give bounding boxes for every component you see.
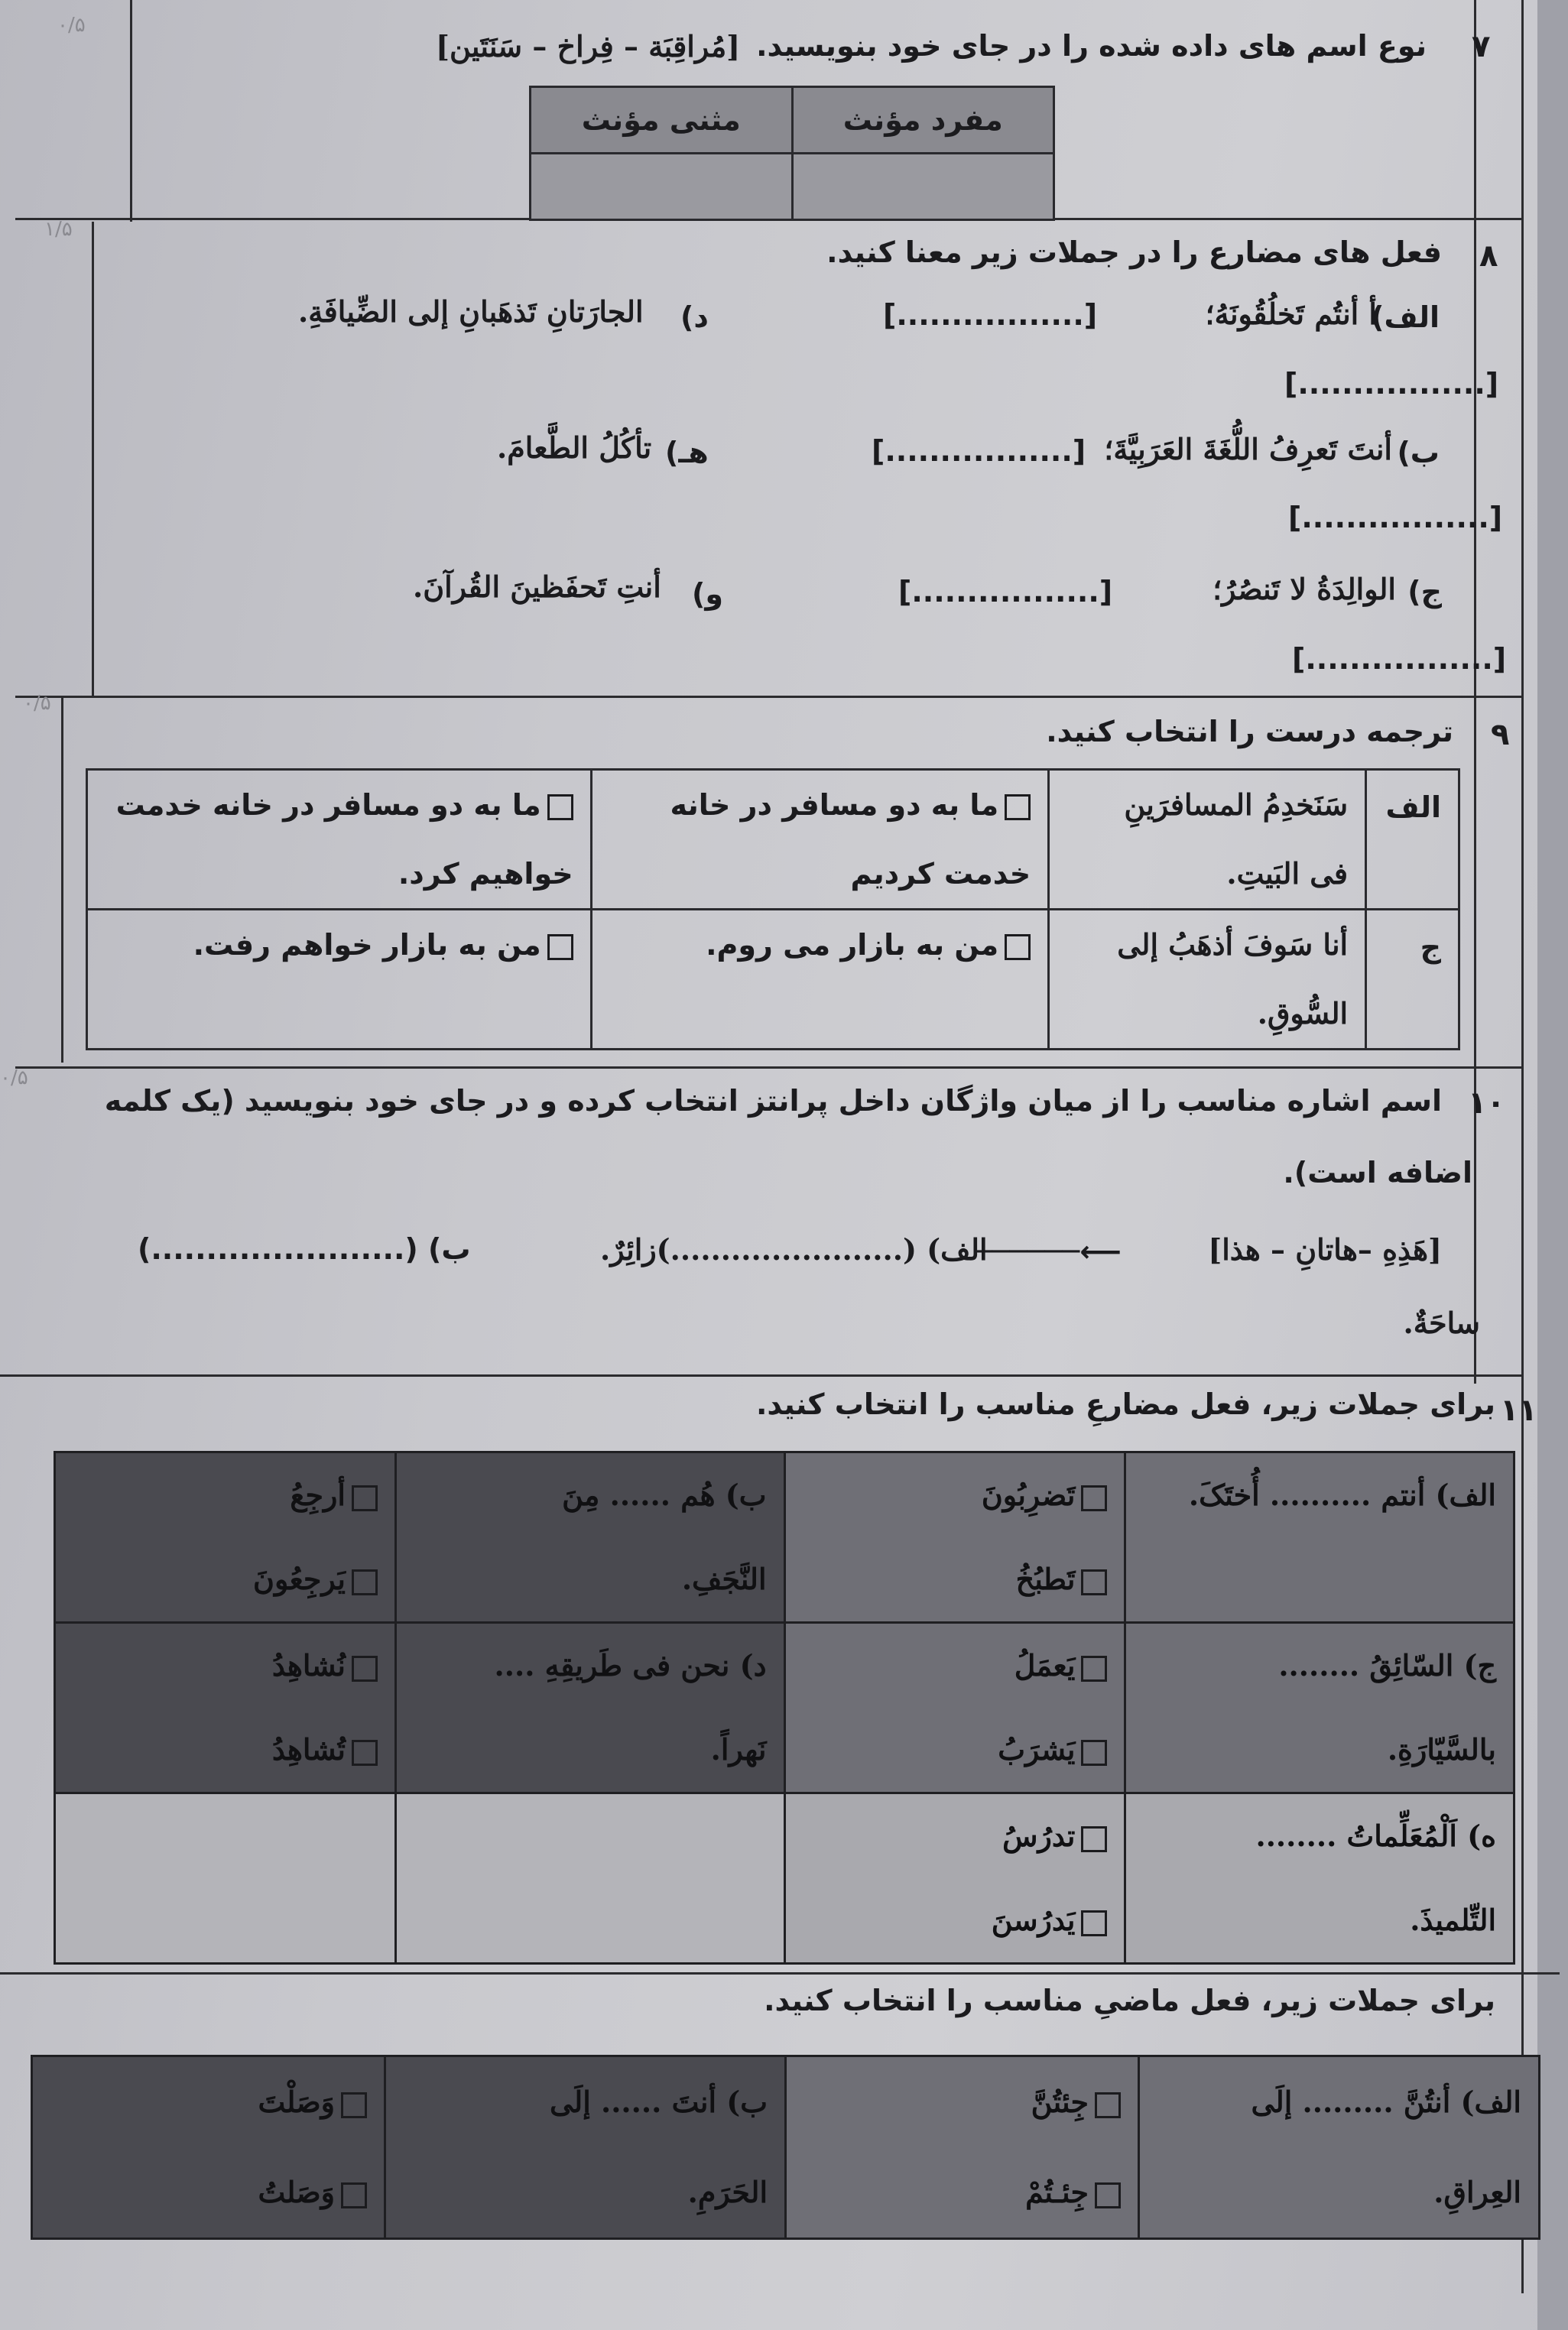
score-q10: ۰/۵ (0, 1066, 28, 1089)
question-number-11: ۱۱ (1500, 1393, 1537, 1428)
q8-sentence-e: تأکُلُ الطَّعامَ. (497, 430, 652, 465)
arrow-left-icon: ⟵────── (975, 1235, 1122, 1268)
q9-row-a-sentence-line2: فی البَیتِ. (1226, 856, 1349, 891)
q8-label-c: ج) (1407, 575, 1442, 608)
q10-tail-word: ساحَةٌ. (1403, 1306, 1480, 1340)
checkbox[interactable] (352, 1656, 378, 1682)
q9-row-c-option-1[interactable] (591, 910, 1048, 1050)
divider-q9-q10 (15, 1066, 1523, 1069)
q8-label-d: د) (680, 300, 709, 334)
q11-table (54, 1451, 1515, 1965)
checkbox[interactable] (352, 1740, 378, 1766)
score-q7: ۰/۵ (57, 14, 86, 37)
q9-row-a-option-2-line2: خواهیم کرد. (398, 857, 573, 891)
q9-row-c-option-1-line1: من به بازار می روم. (706, 928, 999, 962)
q12-cell-b-options[interactable] (32, 2056, 385, 2239)
q9-row-a-option-1-line2: خدمت کردیم (850, 857, 1031, 891)
question-number-9: ۹ (1491, 717, 1510, 752)
q12-a-option-1: جِئتُنَّ (1031, 2085, 1089, 2119)
q9-row-c-sentence (1049, 910, 1366, 1050)
q11-b-option-2: یَرجِعُونَ (253, 1562, 346, 1596)
q11-c-option-1: یَعمَلُ (1014, 1648, 1076, 1683)
divider-q11-q12 (0, 1972, 1560, 1975)
checkbox[interactable] (547, 934, 573, 960)
q9-row-a-option-2-line1: ما به دو مسافر در خانه خدمت (115, 788, 541, 822)
q8-label-b: ب) (1397, 436, 1440, 469)
q10-instruction-line1: اسم اشاره مناسب را از میان واژگان داخل پرانتز انتخاب کرده و در جای خود بنویسید (یک کلمه (104, 1084, 1442, 1118)
q8-sentence-a: أ أنتُم تَخلُقُونَهُ؛ (1205, 297, 1377, 331)
checkbox[interactable] (1081, 1485, 1107, 1511)
q8-blank-d[interactable]: [.................] (883, 298, 1098, 332)
question-number-8: ۸ (1479, 239, 1498, 274)
divider-q10-q11 (0, 1374, 1523, 1377)
score-column-border-3 (61, 696, 63, 1063)
q7-answer-cell-dual[interactable] (531, 154, 793, 220)
q9-row-c-sentence-line2: السُّوقِ. (1257, 996, 1349, 1030)
number-column-border (1474, 0, 1476, 1384)
q11-d-option-1: نُشاهِدُ (271, 1648, 346, 1683)
q12-cell-b-sentence (385, 2056, 786, 2239)
q7-header-singular: مفرد مؤنث (792, 87, 1054, 154)
q11-c-option-2: یَشرَبُ (998, 1732, 1076, 1767)
q12-b-option-1: وَصَلْتَ (258, 2085, 336, 2119)
checkbox[interactable] (1081, 1910, 1107, 1936)
q12-table (31, 2055, 1540, 2240)
q9-table (86, 768, 1460, 1050)
q7-answer-table (529, 86, 1055, 221)
q11-a-option-1: تَضرِبُونَ (981, 1478, 1076, 1512)
q10-item-b[interactable]: ب) (.......................) (138, 1232, 471, 1266)
q11-e-sentence: ه) اَلْمُعَلِّماتُ ........ (1255, 1819, 1496, 1853)
checkbox[interactable] (1081, 1826, 1107, 1852)
checkbox[interactable] (1005, 794, 1031, 820)
q11-empty-cell-2 (55, 1793, 396, 1964)
checkbox[interactable] (1005, 934, 1031, 960)
q11-cell-a-options[interactable] (784, 1452, 1125, 1623)
checkbox[interactable] (1081, 1656, 1107, 1682)
q7-answer-cell-singular[interactable] (792, 154, 1054, 220)
q12-b-sentence: ب) أنتَ ...... إلَی (549, 2085, 768, 2119)
q11-c-sentence-2: بالسَّیّارَةِ. (1387, 1732, 1496, 1767)
q11-b-option-1: أرجِعُ (290, 1478, 346, 1512)
q11-cell-c-options[interactable] (784, 1623, 1125, 1793)
q10-word-options: [هَذِهِ –هاتانِ – هذا] (1208, 1232, 1442, 1267)
q11-cell-b-options[interactable] (55, 1452, 396, 1623)
q11-cell-e-sentence (1125, 1793, 1514, 1964)
q11-e-sentence-2: التِّلمیذَ. (1410, 1903, 1496, 1937)
q11-a-option-2: تَطبُخُ (1015, 1562, 1076, 1596)
score-q8: ۱/۵ (44, 218, 73, 241)
q8-label-e: هـ) (665, 436, 709, 469)
q11-c-sentence: ج) السّائِقُ ........ (1278, 1648, 1496, 1683)
checkbox[interactable] (1081, 1740, 1107, 1766)
q9-row-label-a: الف (1366, 770, 1459, 910)
q8-sentence-f: أنتِ تَحفَظینَ القُرآنَ. (413, 570, 661, 604)
q9-row-label-c: ج (1366, 910, 1459, 1050)
q9-instruction: ترجمه درست را انتخاب کنید. (1046, 715, 1453, 748)
q11-cell-b-sentence (395, 1452, 784, 1623)
q11-d-option-2: تُشاهِدُ (271, 1732, 346, 1767)
q8-blank-e[interactable]: [.................] (872, 434, 1086, 468)
score-column-border (130, 0, 132, 222)
q7-instruction: نوع اسم های داده شده را در جای خود بنویسید. (756, 29, 1427, 63)
checkbox[interactable] (352, 1569, 378, 1595)
q11-b-sentence-2: النَّجَفِ. (681, 1562, 767, 1596)
q12-a-option-2: جِئـتُمْ (1025, 2175, 1089, 2209)
q12-instruction: برای جملات زیر، فعل ماضیِ مناسب را انتخاب کنید. (764, 1984, 1495, 2017)
q11-d-sentence-2: نَهراً. (710, 1732, 767, 1767)
q9-row-a-option-1[interactable] (591, 770, 1048, 910)
q8-label-f: و) (692, 577, 723, 611)
q10-item-a[interactable]: الف) (.......................)زائِرٌ. (600, 1232, 988, 1267)
q10-instruction-line2: اضافه است). (1283, 1156, 1472, 1189)
score-q9: ۰/۵ (23, 692, 51, 715)
q7-header-dual: مثنی مؤنث (531, 87, 793, 154)
q12-cell-a-sentence (1139, 2056, 1540, 2239)
q11-e-option-1: تدرُسُ (1002, 1819, 1076, 1853)
right-border (1521, 0, 1524, 2293)
q8-sentence-c: الوالِدَةُ لا تَنصُرُ؛ (1213, 572, 1396, 606)
q8-sentence-b: أنتَ تَعرِفُ اللُّغَةَ العَرَبِیَّةَ؛ (1104, 432, 1392, 466)
question-number-7: ۷ (1472, 29, 1491, 64)
q11-cell-c-sentence (1125, 1623, 1514, 1793)
q8-sentence-d: الجارَتانِ تَذهَبانِ إلی الضِّیافَةِ. (298, 294, 644, 329)
q11-b-sentence: ب) هُم ...... مِنَ (562, 1478, 767, 1512)
page-edge (1537, 0, 1568, 2330)
q8-blank-c[interactable]: [.................] (1292, 642, 1507, 676)
question-number-10: ۱۰ (1468, 1085, 1505, 1121)
q9-row-c-option-2-line1: من به بازار خواهم رفت. (193, 928, 541, 962)
q9-row-a-sentence (1049, 770, 1366, 910)
checkbox[interactable] (1095, 2182, 1121, 2208)
q8-blank-b[interactable]: [.................] (1288, 501, 1503, 534)
divider-q8-q9 (15, 696, 1523, 698)
score-column-border-2 (92, 222, 94, 696)
q9-row-a-sentence-line1: سَنَخدِمُ المسافرَینِ (1124, 787, 1349, 822)
q12-b-sentence-2: الحَرَمِ. (687, 2175, 768, 2209)
q12-b-option-2: وَصَلتُ (258, 2175, 336, 2209)
checkbox[interactable] (352, 1485, 378, 1511)
checkbox[interactable] (547, 794, 573, 820)
q11-a-sentence: الف) أنتم .......... أُختَکَ. (1188, 1478, 1496, 1512)
q8-instruction: فعل های مضارع را در جملات زیر معنا کنید. (826, 235, 1442, 269)
q11-cell-a-sentence (1125, 1452, 1514, 1623)
checkbox[interactable] (341, 2092, 367, 2118)
checkbox[interactable] (341, 2182, 367, 2208)
q11-cell-d-options[interactable] (55, 1623, 396, 1793)
q11-d-sentence: د) نحن فی طَریقِهِ .... (494, 1648, 767, 1683)
q12-a-sentence: الف) أنتُنَّ ......... إلَی (1251, 2085, 1521, 2119)
checkbox[interactable] (1095, 2092, 1121, 2118)
q11-empty-cell-1 (395, 1793, 784, 1964)
q9-row-c-sentence-line1: أنا سَوفَ أذهَبُ إلی (1117, 927, 1349, 962)
q9-row-a-option-2[interactable] (87, 770, 592, 910)
q7-words: [مُراقِبَة – فِراخ – سَنَتَین] (436, 29, 741, 63)
q12-a-sentence-2: العِراقِ. (1433, 2175, 1521, 2209)
checkbox[interactable] (1081, 1569, 1107, 1595)
q8-blank-a[interactable]: [.................] (1284, 367, 1499, 401)
q11-cell-d-sentence (395, 1623, 784, 1793)
q11-e-option-2: یَدرُسنَ (991, 1903, 1076, 1937)
q12-cell-a-options[interactable] (786, 2056, 1139, 2239)
q8-label-a: الف) (1371, 300, 1440, 334)
q8-blank-f[interactable]: [.................] (898, 575, 1113, 608)
q9-row-c-option-2[interactable] (87, 910, 592, 1050)
q11-instruction: برای جملات زیر، فعل مضارعِ مناسب را انتخاب کنید. (756, 1387, 1495, 1421)
q9-row-a-option-1-line1: ما به دو مسافر در خانه (670, 788, 999, 822)
q11-cell-e-options[interactable] (784, 1793, 1125, 1964)
